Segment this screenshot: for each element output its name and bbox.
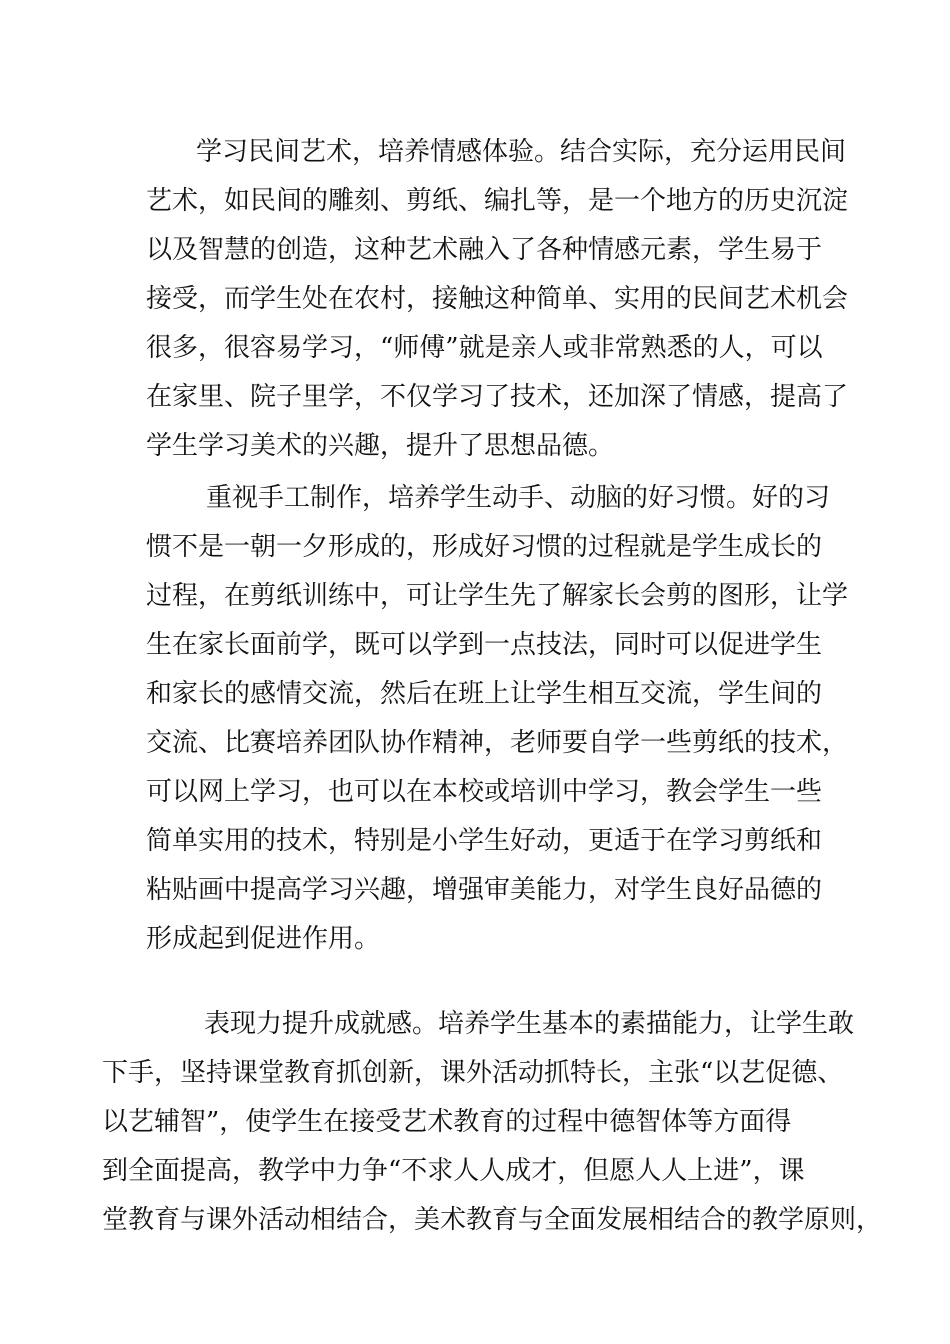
text-line: 在家里、院子里学，不仅学习了技术，还加深了情感，提高了 xyxy=(146,382,849,412)
paragraph-folk-art xyxy=(146,128,848,471)
text-line: 粘贴画中提高学习兴趣，增强审美能力，对学生良好品德的 xyxy=(146,875,823,905)
text-line: 很多，很容易学习，“师傅”就是亲人或非常熟悉的人，可以 xyxy=(146,333,823,363)
text-line: 以艺辅智”，使学生在接受艺术教育的过程中德智体等方面得 xyxy=(102,1107,792,1137)
text-line: 学生学习美术的兴趣，提升了思想品德。 xyxy=(146,431,615,461)
text-line: 可以网上学习，也可以在本校或培训中学习，教会学生一些 xyxy=(146,777,823,807)
text-line: 接受，而学生处在农村，接触这种简单、实用的民间艺术机会 xyxy=(146,284,849,314)
text-line: 过程，在剪纸训练中，可让学生先了解家长会剪的图形，让学 xyxy=(146,581,849,611)
paragraph-expression xyxy=(102,1000,882,1245)
text-line: 以及智慧的创造，这种艺术融入了各种情感元素，学生易于 xyxy=(146,235,823,265)
text-line: 交流、比赛培养团队协作精神，老师要自学一些剪纸的技术， xyxy=(146,728,849,758)
text-line: 形成起到促进作用。 xyxy=(146,924,381,954)
text-line: 到全面提高，教学中力争“不求人人成才，但愿人人上进”，课 xyxy=(102,1156,805,1186)
paragraph-handcraft xyxy=(146,474,848,964)
text-line: 学习民间艺术，培养情感体验。结合实际，充分运用民间 xyxy=(196,137,847,167)
text-line: 生在家长面前学，既可以学到一点技法，同时可以促进学生 xyxy=(146,630,823,660)
text-line: 下手，坚持课堂教育抓创新，课外活动抓特长，主张“以艺促德、 xyxy=(102,1058,844,1088)
text-line: 简单实用的技术，特别是小学生好动，更适于在学习剪纸和 xyxy=(146,826,823,856)
text-line: 重视手工制作，培养学生动手、动脑的好习惯。好的习 xyxy=(206,483,831,513)
text-line: 表现力提升成就感。培养学生基本的素描能力，让学生敢 xyxy=(204,1009,855,1039)
text-line: 艺术，如民间的雕刻、剪纸、编扎等，是一个地方的历史沉淀 xyxy=(146,186,849,216)
text-line: 堂教育与课外活动相结合，美术教育与全面发展相结合的教学原则， xyxy=(102,1205,883,1235)
text-line: 惯不是一朝一夕形成的，形成好习惯的过程就是学生成长的 xyxy=(146,532,823,562)
text-line: 和家长的感情交流，然后在班上让学生相互交流，学生间的 xyxy=(146,679,823,709)
